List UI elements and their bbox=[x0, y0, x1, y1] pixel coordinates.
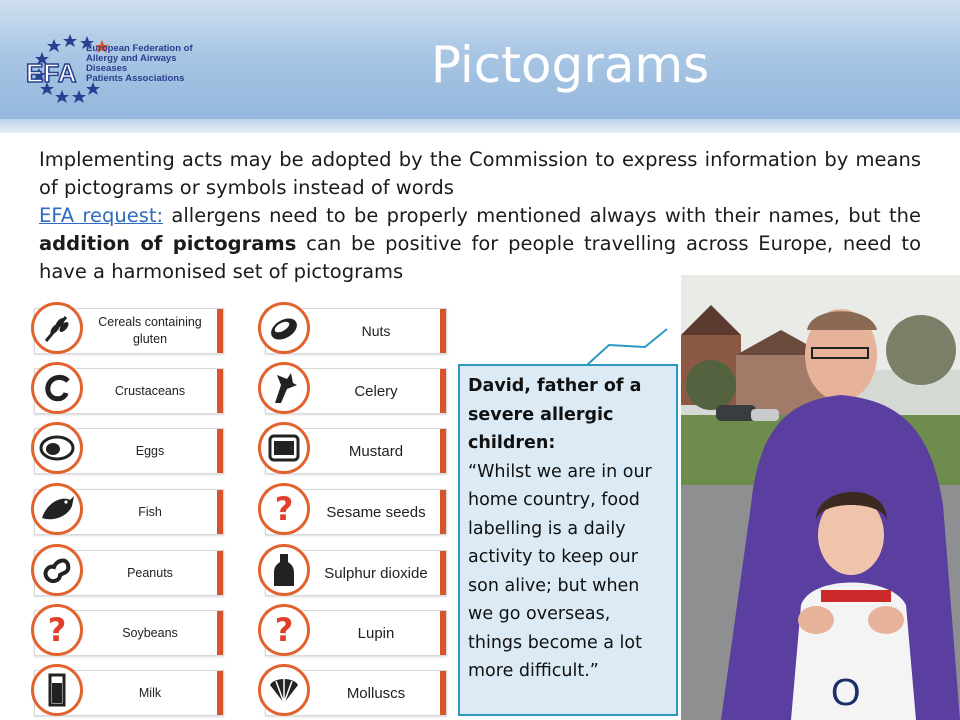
pictogram-label: Crustaceans bbox=[114, 384, 186, 398]
pictogram-label: Lupin bbox=[357, 624, 395, 642]
pictogram-eggs bbox=[34, 428, 224, 474]
pictogram-sesame bbox=[265, 489, 447, 535]
pictogram-sulphur-dioxide bbox=[265, 550, 447, 596]
pictogram-label: Fish bbox=[138, 505, 162, 519]
svg-text:O: O bbox=[831, 672, 861, 714]
badge-stripe bbox=[217, 429, 223, 473]
pictogram-soybeans bbox=[34, 610, 224, 656]
pictogram-label: Peanuts bbox=[127, 566, 173, 580]
badge-stripe bbox=[217, 490, 223, 534]
badge-stripe bbox=[440, 309, 446, 353]
peanut-icon bbox=[31, 544, 83, 596]
quote-speaker: David, father of a severe allergic children: bbox=[468, 376, 642, 453]
header-divider bbox=[0, 119, 960, 133]
mustard-jar-icon bbox=[258, 422, 310, 474]
pictogram-crustaceans bbox=[34, 368, 224, 414]
pictogram-label: Eggs bbox=[135, 444, 165, 458]
paragraph-implementing-acts: Implementing acts may be adopted by the Commission to express information by means of pictograms or symbols instead of words bbox=[39, 148, 921, 199]
pictogram-lupin bbox=[265, 610, 447, 656]
pictogram-cereals bbox=[34, 308, 224, 354]
pictogram-celery bbox=[265, 368, 447, 414]
badge-stripe bbox=[217, 551, 223, 595]
pictogram-label: Milk bbox=[138, 686, 162, 700]
request-text-part1: allergens need to be properly mentioned always with their names, but the bbox=[163, 204, 921, 227]
question-mark-icon: ? bbox=[258, 604, 310, 656]
pictogram-label: Cereals containing gluten bbox=[98, 315, 202, 346]
badge-stripe bbox=[440, 671, 446, 715]
header-banner bbox=[0, 0, 960, 133]
badge-stripe bbox=[440, 611, 446, 655]
pictogram-label: Sulphur dioxide bbox=[324, 564, 428, 582]
request-text-part2: can be positive for people travelling across Europe, need to have a harmonised set of pictograms bbox=[39, 232, 922, 283]
celery-icon bbox=[258, 362, 310, 414]
logo-letters: EFA bbox=[26, 58, 77, 88]
pictogram-label: Mustard bbox=[348, 442, 404, 460]
father-son-photo bbox=[681, 275, 960, 720]
badge-stripe bbox=[217, 671, 223, 715]
quote-box bbox=[458, 364, 678, 716]
pictogram-label: Soybeans bbox=[122, 626, 178, 640]
logo-caption: European Federation of Allergy and Airways Diseases Patients Associations bbox=[86, 43, 193, 84]
fish-icon bbox=[31, 483, 83, 535]
quote-text: “Whilst we are in our home country, food labelling is a daily activity to keep our son alive; but when we go overseas, things become a lot more difficult.” bbox=[468, 461, 652, 681]
badge-stripe bbox=[440, 429, 446, 473]
badge-stripe bbox=[217, 309, 223, 353]
milk-glass-icon bbox=[31, 664, 83, 716]
badge-stripe bbox=[440, 551, 446, 595]
pictogram-label: Nuts bbox=[361, 323, 391, 339]
bottle-icon bbox=[258, 544, 310, 596]
request-text-bold: addition of pictograms bbox=[39, 232, 297, 255]
badge-stripe bbox=[440, 369, 446, 413]
pictogram-label: Sesame seeds bbox=[326, 503, 426, 521]
paragraph-efa-request bbox=[39, 202, 921, 286]
question-mark-icon: ? bbox=[258, 483, 310, 535]
wheat-icon bbox=[31, 302, 83, 354]
nut-icon bbox=[258, 302, 310, 354]
badge-stripe bbox=[440, 490, 446, 534]
page-title: Pictograms bbox=[430, 36, 710, 94]
body-text bbox=[39, 146, 921, 286]
pictogram-molluscs bbox=[265, 670, 447, 716]
badge-stripe bbox=[217, 611, 223, 655]
pictogram-mustard bbox=[265, 428, 447, 474]
pictogram-label: Molluscs bbox=[346, 684, 406, 702]
efa-request-link[interactable]: EFA request: bbox=[39, 204, 164, 227]
shell-icon bbox=[258, 664, 310, 716]
shrimp-icon bbox=[31, 362, 83, 414]
pictogram-label: Celery bbox=[354, 382, 398, 400]
question-mark-icon: ? bbox=[31, 604, 83, 656]
badge-stripe bbox=[217, 369, 223, 413]
pictogram-peanuts bbox=[34, 550, 224, 596]
pictogram-milk bbox=[34, 670, 224, 716]
pictogram-nuts bbox=[265, 308, 447, 354]
egg-icon bbox=[31, 422, 83, 474]
pictogram-fish bbox=[34, 489, 224, 535]
